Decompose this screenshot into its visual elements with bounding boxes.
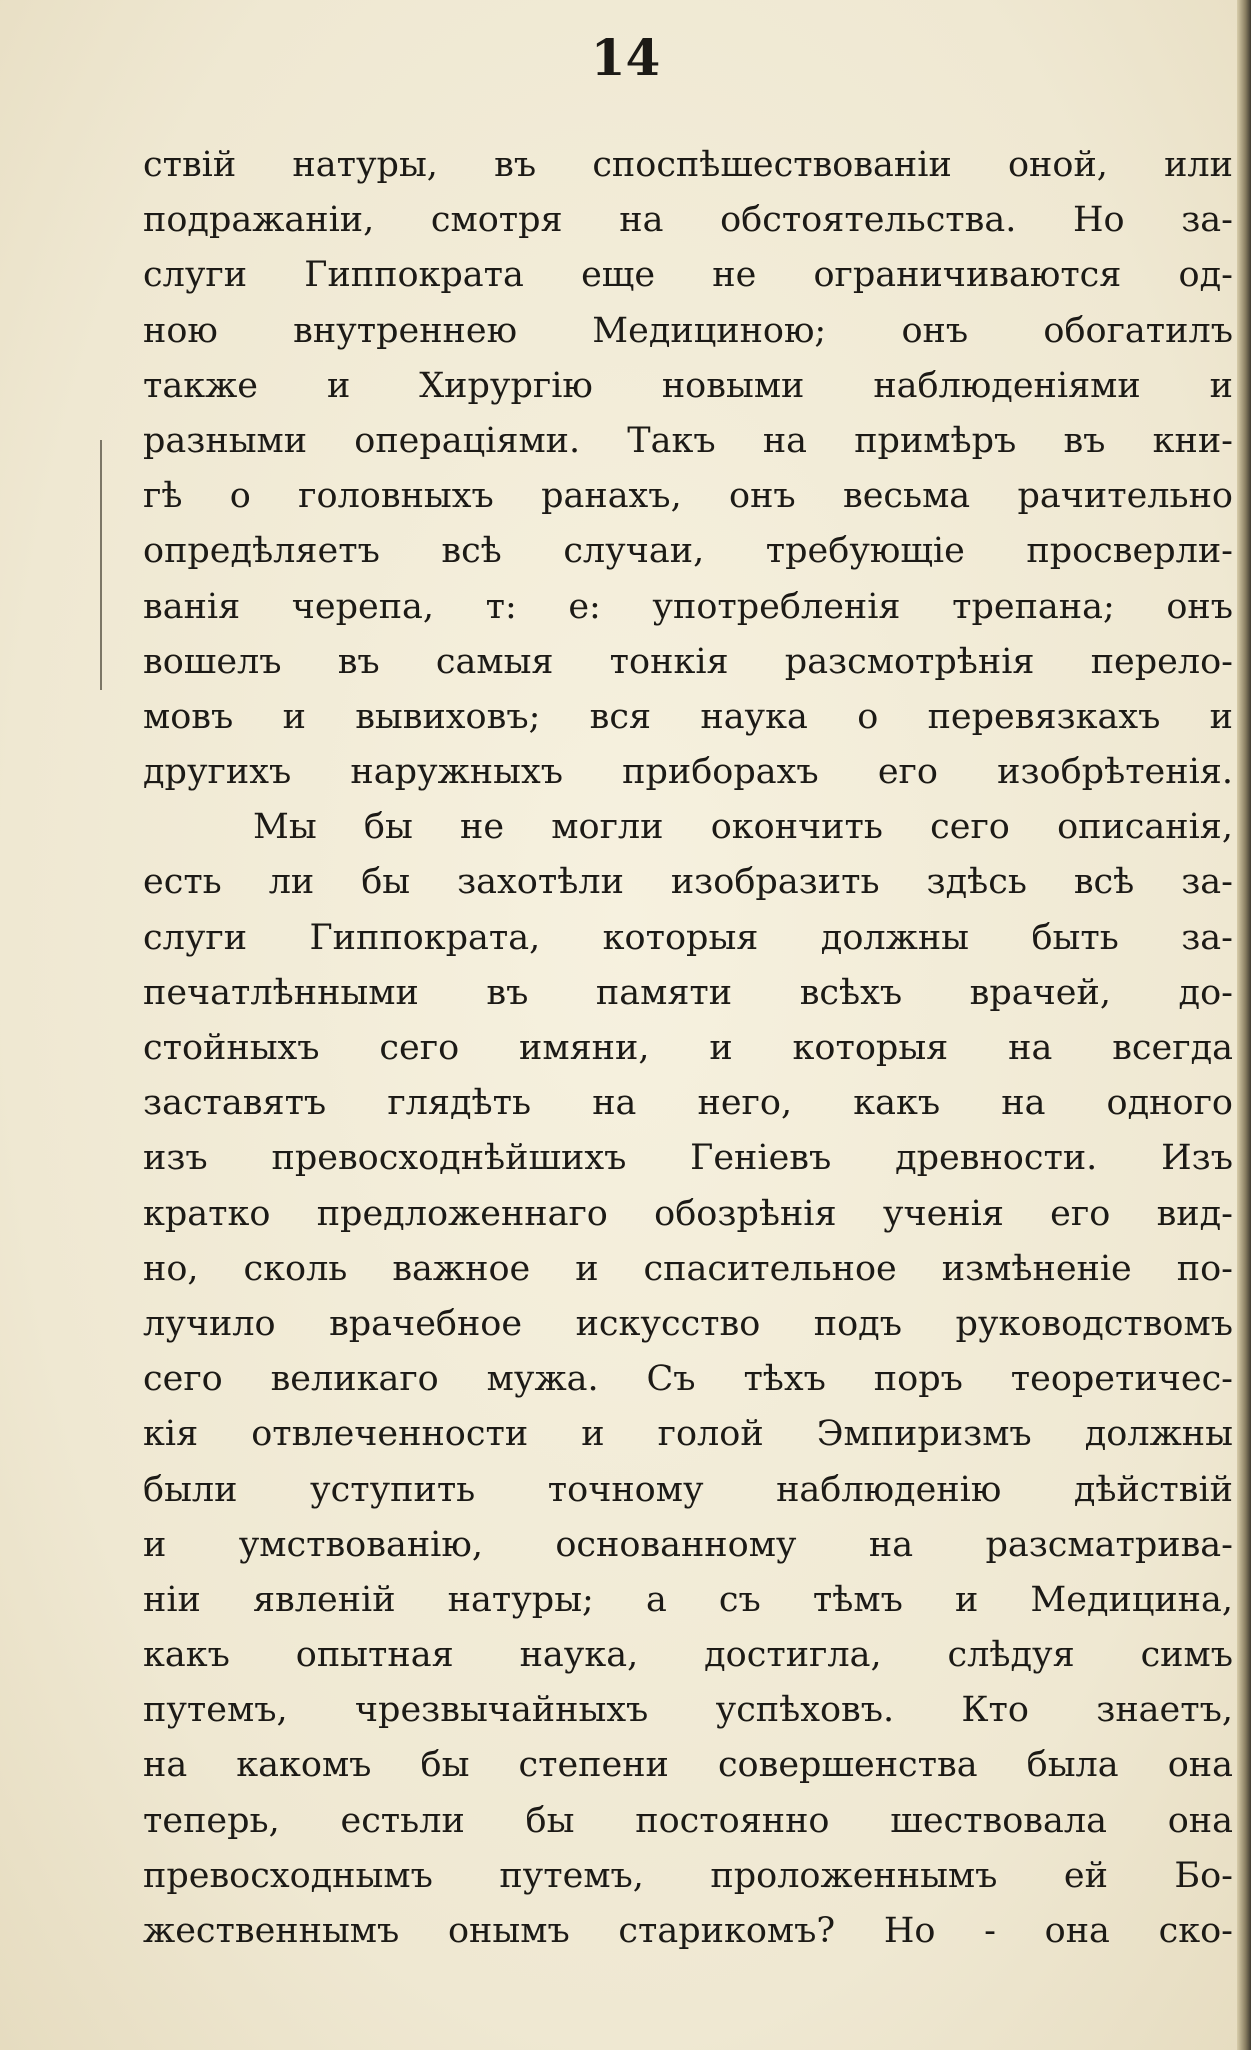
text-line: другихъ наружныхъ приборахъ его изобрѣтенія. [143, 752, 1233, 793]
text-line: ствій натуры, въ споспѣшествованіи оной, или [143, 145, 1233, 185]
text-line: ванія черепа, т: е: употребленія трепана; онъ [143, 586, 1233, 627]
text-line: и умствованію, основанному на разсматрива- [143, 1524, 1233, 1565]
text-line: ніи явленій натуры; а съ тѣмъ и Медицина, [143, 1579, 1233, 1620]
text-line: жественнымъ онымъ старикомъ? Но - она ско- [143, 1911, 1233, 1951]
margin-pencil-mark [100, 440, 106, 690]
text-line: заставятъ глядѣть на него, какъ на одного [143, 1083, 1233, 1124]
text-line: гѣ о головныхъ ранахъ, онъ весьма рачительно [143, 476, 1233, 517]
text-line: вошелъ въ самыя тонкія разсмотрѣнія перело- [143, 641, 1233, 682]
text-line: но, сколь важное и спасительное измѣненіе по- [143, 1248, 1233, 1289]
text-line: на какомъ бы степени совершенства была она [143, 1745, 1233, 1786]
text-line: опредѣляетъ всѣ случаи, требующіе просверли- [143, 531, 1233, 572]
text-line: лучило врачебное искусство подъ руководствомъ [143, 1303, 1233, 1344]
text-line: изъ превосходнѣйшихъ Геніевъ древности. Изъ [143, 1138, 1233, 1179]
text-line: печатлѣнными въ памяти всѣхъ врачей, до- [143, 972, 1233, 1013]
text-line: разными операціями. Такъ на примѣръ въ кни- [143, 420, 1233, 461]
text-line: Мы бы не могли окончить сего описанія, [253, 807, 1233, 848]
text-line: стойныхъ сего имяни, и которыя на всегда [143, 1028, 1233, 1068]
text-line: слуги Гиппократа еще не ограничиваются од- [143, 255, 1233, 296]
text-line: превосходнымъ путемъ, проложеннымъ ей Бо- [143, 1855, 1233, 1896]
text-line: также и Хирургію новыми наблюденіями и [143, 365, 1233, 406]
text-line: путемъ, чрезвычайныхъ успѣховъ. Кто знаетъ, [143, 1690, 1233, 1731]
body-text [143, 138, 1233, 1959]
text-line: слуги Гиппократа, которыя должны быть за- [143, 917, 1233, 958]
text-line: мовъ и вывиховъ; вся наука о перевязкахъ и [143, 696, 1233, 737]
page-edge-shadow [1237, 0, 1251, 2050]
text-line: были уступить точному наблюденію дѣйствій [143, 1469, 1233, 1510]
page-number: 14 [590, 28, 661, 87]
text-line: какъ опытная наука, достигла, слѣдуя симъ [143, 1635, 1233, 1676]
text-line: есть ли бы захотѣли изобразить здѣсь всѣ за- [143, 862, 1233, 903]
text-line: кратко предложеннаго обозрѣнія ученія его вид- [143, 1193, 1233, 1234]
text-line: сего великаго мужа. Съ тѣхъ поръ теоретичес- [143, 1359, 1233, 1400]
text-line: ною внутреннею Медициною; онъ обогатилъ [143, 310, 1233, 351]
text-line: кія отвлеченности и голой Эмпиризмъ должны [143, 1414, 1233, 1455]
text-line: теперь, естьли бы постоянно шествовала она [143, 1800, 1233, 1841]
text-line: подражаніи, смотря на обстоятельства. Но за- [143, 200, 1233, 241]
